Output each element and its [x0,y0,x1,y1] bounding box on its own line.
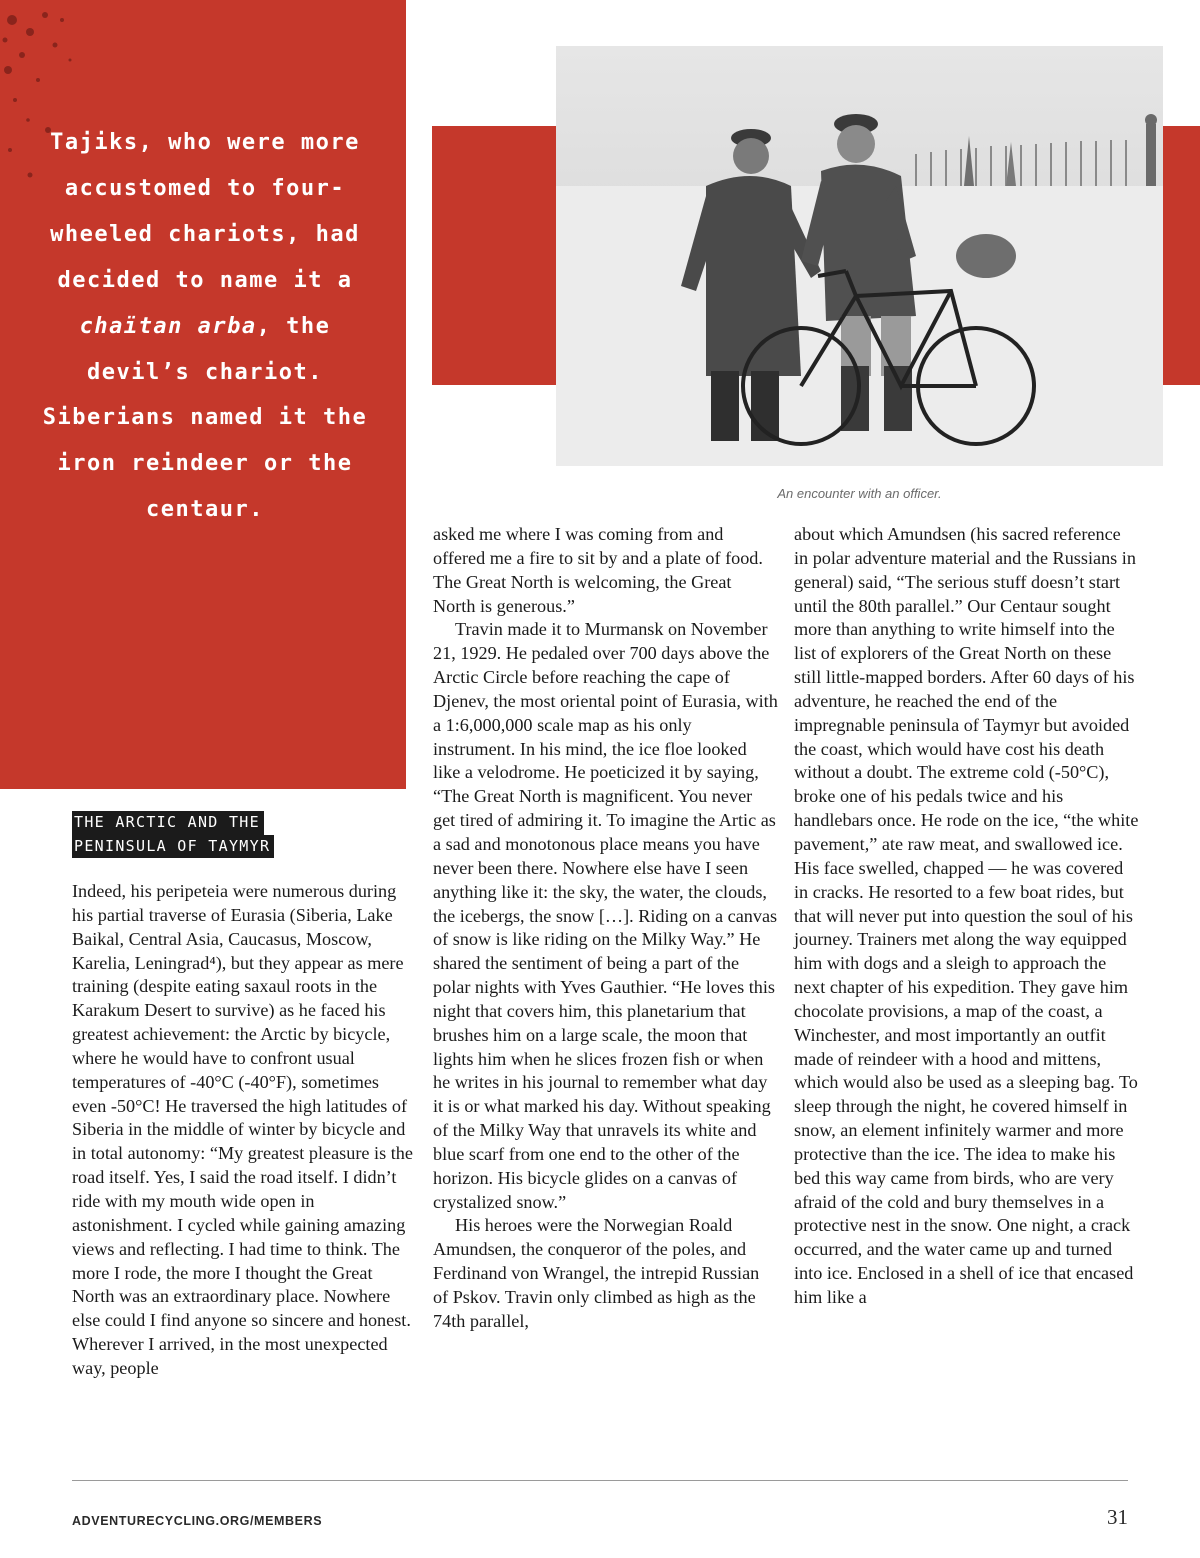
section-heading [72,811,274,858]
body-paragraph: Travin made it to Murmansk on November 21, 1929. He pedaled over 700 days above the Arctic Circle before reaching the cape of Djenev, the most oriental point of Eurasia, with a 1:6,000,000 scale map as his only instrument. In his mind, the ice floe looked like a velodrome. He poeticized it by saying, “The Great North is magnificent. You never get tired of admiring it. To imagine the Artic as a sad and monotonous place means you have never been there. Nowhere else have I seen anything like it: the sky, the water, the clouds, the icebergs, the snow […]. Riding on a canvas of snow is like riding on the Milky Way.” He shared the sentiment of being a part of the polar nights with Yves Gauthier. “He loves this night that covers him, this planetarium that brushes him on a large scale, the moon that lights him when he slices frozen fish or when he writes in his journal to remember what day it is or what marked his day. Without speaking of the Milky Way that unravels its white and blue scarf from one end to the other of the horizon. His bicycle glides on a canvas of crystalized snow.” [433,619,778,1212]
section-heading-line-2: PENINSULA OF TAYMYR [72,835,274,859]
pull-quote-term-arba: arba [197,313,257,339]
pull-quote-term-chaitan: chaïtan [79,313,183,339]
body-column-1 [72,880,417,1381]
page-number: 31 [1107,1505,1128,1529]
pull-quote: Tajiks, who were more accustomed to four-wheeled chariots, had decided to name it a chaïtan arba, the devil’s chariot. Siberians named it the iron reindeer or the centaur. [42,130,368,523]
photo-illustration [556,46,1163,466]
red-band-right [1163,126,1200,385]
photo-caption: An encounter with an officer. [777,486,942,501]
body-column-3 [794,523,1139,1310]
body-paragraph: about which Amundsen (his sacred reference in polar adventure material and the Russians in general) said, “The serious stuff doesn’t start until the 80th parallel.” Our Centaur sought more than anything to write himself into the list of explorers of the Great North on these still little-mapped borders. After 60 days of his adventure, he reached the end of the impregnable peninsula of Taymyr but avoided the coast, which would have cost his death without a doubt. The extreme cold (-50°C), broke one of his pedals twice and his handlebars once. He rode on the ice, “the white pavement,” ate raw meat, and swallowed ice. His face swelled, chapped — he was covered in cracks. He resorted to a few boat rides, but that will never put into question the soul of his journey. Trainers met along the way equipped him with dogs and a sleigh to approach the next chapter of his expedition. They gave him chocolate provisions, a map of the coast, a Winchester, and most importantly an outfit made of reindeer with a hood and mittens, which would also be used as a sleeping bag. To sleep through the night, he covered himself in snow, an element infinitely warmer and more protective than the ice. The idea to make his bed this way came from birds, who are very afraid of the cold and bury themselves in a protective nest in the snow. One night, a crack occurred, and the water came up and turned into ice. Enclosed in a shell of ice that encased him like a [794,524,1139,1307]
body-column-2 [433,523,778,1334]
historic-photo [556,46,1163,466]
body-paragraph: asked me where I was coming from and offered me a fire to sit by and a plate of food. The Great North is welcoming, the Great North is generous.” [433,524,763,616]
footer-url: ADVENTURECYCLING.ORG/MEMBERS [72,1514,323,1528]
red-band-left [432,126,556,385]
section-heading-line-1: THE ARCTIC AND THE [72,811,264,835]
pull-quote-panel [0,0,406,789]
footer-rule [72,1480,1128,1481]
body-paragraph: Indeed, his peripeteia were numerous during his partial traverse of Eurasia (Siberia, Lake Baikal, Central Asia, Caucasus, Moscow, Karelia, Leningrad⁴), but they appear as mere training (despite eating saxaul roots in the Karakum Desert to survive) as he faced his greatest achievement: the Arctic by bicycle, where he would have to confront usual temperatures of -40°C (-40°F), sometimes even -50°C! He traversed the high latitudes of Siberia in the middle of winter by bicycle and in total autonomy: “My greatest pleasure is the road itself. Yes, I said the road itself. I didn’t ride with my mouth wide open in astonishment. I cycled while gaining amazing views and reflecting. I had time to think. The more I rode, the more I thought the Great North was an extraordinary place. Nowhere else could I find anyone so sincere and honest. Wherever I arrived, in the most unexpected way, people [72,881,413,1378]
body-paragraph: His heroes were the Norwegian Roald Amundsen, the conqueror of the poles, and Ferdinand von Wrangel, the intrepid Russian of Pskov. Travin only climbed as high as the 74th parallel, [433,1215,760,1331]
